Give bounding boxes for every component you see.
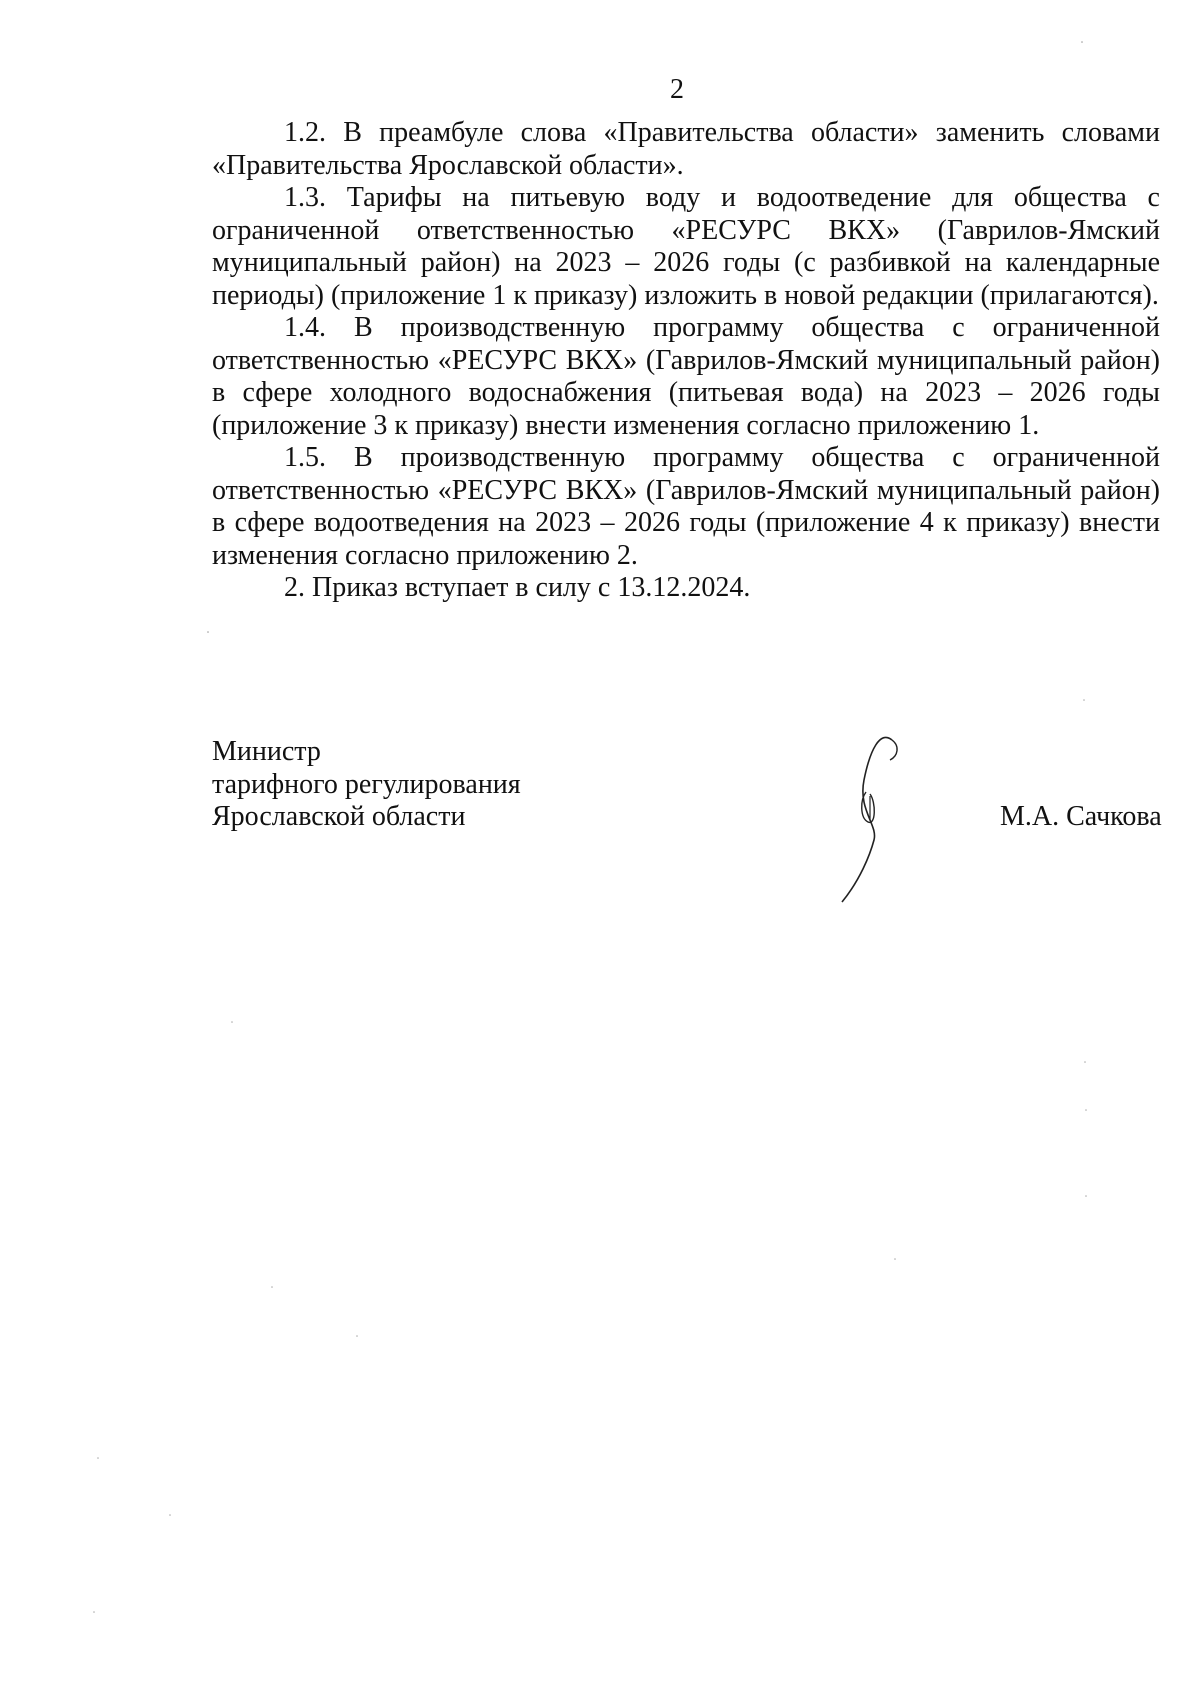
paragraph-2: 2. Приказ вступает в силу с 13.12.2024. [284, 572, 751, 603]
paragraph-1-5: 1.5. В производственную программу общества с ограниченной ответственностью «РЕСУРС ВКХ» (Гаврилов-Ямский муниципальный район) в сфере водоотведения на 2023 – 2026 годы (приложение 4 к приказу) внести изменения согласно приложению 2. [212, 442, 1160, 571]
handwritten-signature-icon [830, 730, 940, 910]
signer-name: М.А. Сачкова [1000, 801, 1162, 832]
paragraph-1-4: 1.4. В производственную программу общества с ограниченной ответственностью «РЕСУРС ВКХ» (Гаврилов-Ямский муниципальный район) в сфере холодного водоснабжения (питьевая вода) на 2023 – 2026 годы (приложение 3 к приказу) внести изменения согласно приложению 1. [212, 312, 1160, 441]
page-number: 2 [670, 74, 684, 105]
signer-position-line: тарифного регулирования [212, 768, 521, 800]
paragraph-1-2: 1.2. В преамбуле слова «Правительства области» заменить словами «Правительства Ярославской области». [212, 117, 1160, 181]
signer-position [212, 736, 521, 834]
signer-position-line: Ярославской области [212, 801, 466, 832]
signer-position-line: Министр [212, 736, 321, 767]
document-body [212, 117, 1160, 605]
paragraph-1-3: 1.3. Тарифы на питьевую воду и водоотведение для общества с ограниченной ответственностью «РЕСУРС ВКХ» (Гаврилов-Ямский муниципальный район) на 2023 – 2026 годы (с разбивкой на календарные периоды) (приложение 1 к приказу) изложить в новой редакции (прилагаются). [212, 182, 1160, 311]
